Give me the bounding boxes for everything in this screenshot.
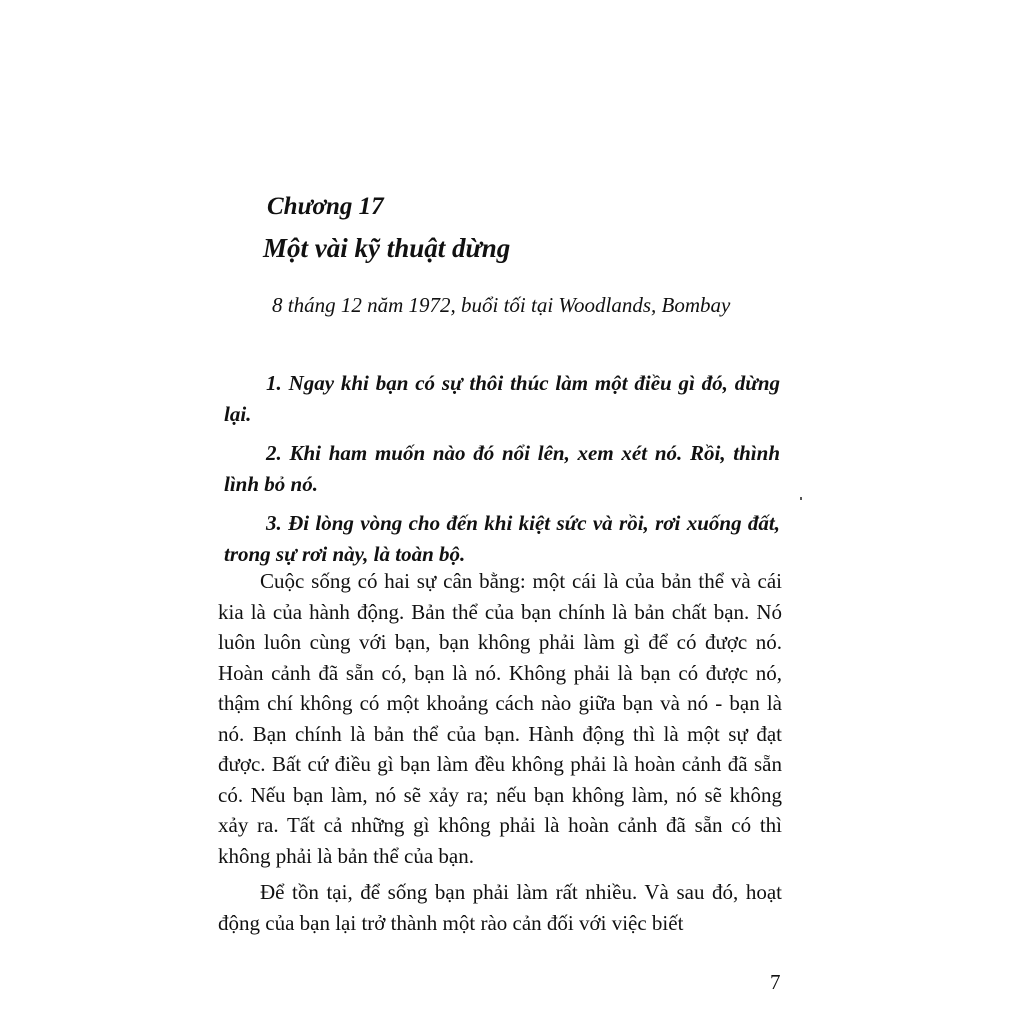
technique-item: 3. Đi lòng vòng cho đến khi kiệt sức và rồi, rơi xuống đất, trong sự rơi này, là toàn bộ.	[224, 511, 780, 566]
paragraph: Để tồn tại, để sống bạn phải làm rất nhiều. Và sau đó, hoạt động của bạn lại trở thành một rào cản đối với việc biết	[218, 880, 782, 935]
technique-list	[224, 368, 780, 578]
scan-speck	[800, 497, 802, 500]
paragraph: Cuộc sống có hai sự cân bằng: một cái là của bản thể và cái kia là của hành động. Bản thể của bạn chính là bản chất bạn. Nó luôn luôn cùng với bạn, bạn không phải làm gì để có được nó. Hoàn cảnh đã sẵn có, bạn là nó. Không phải là bạn có được nó, thậm chí không có một khoảng cách nào giữa bạn và nó - bạn là nó. Bạn chính là bản thể của bạn. Hành động thì là một sự đạt được. Bất cứ điều gì bạn làm đều không phải là hoàn cảnh đã sẵn có. Nếu bạn làm, nó sẽ xảy ra; nếu bạn không làm, nó sẽ không xảy ra. Tất cả những gì không phải là hoàn cảnh đã sẵn có thì không phải là bản thể của bạn.	[218, 569, 782, 868]
technique-item: 2. Khi ham muốn nào đó nổi lên, xem xét nó. Rồi, thình lình bỏ nó.	[224, 441, 780, 496]
body-text	[218, 566, 782, 944]
chapter-title: Một vài kỹ thuật dừng	[263, 233, 511, 263]
chapter-date-line: 8 tháng 12 năm 1972, buổi tối tại Woodlands, Bombay	[272, 293, 731, 317]
page-number: 7	[770, 970, 781, 994]
chapter-number: Chương 17	[267, 193, 384, 220]
technique-item: 1. Ngay khi bạn có sự thôi thúc làm một điều gì đó, dừng lại.	[224, 371, 780, 426]
